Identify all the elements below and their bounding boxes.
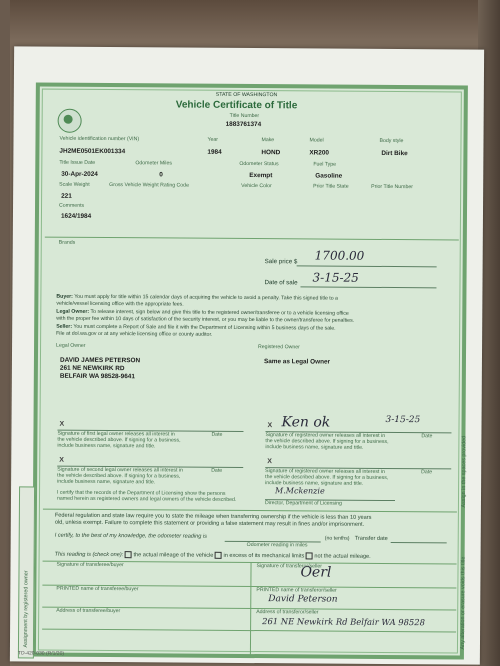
seller-signature-label: Signature of transferor/seller [256, 563, 323, 570]
seller-printed-label: PRINTED name of transferor/seller [256, 587, 337, 594]
issue-date-value: 30-Apr-2024 [61, 170, 98, 178]
form-code: TD-420-030 (R/1/20) [17, 650, 65, 657]
registered-owner-value: Same as Legal Owner [263, 358, 331, 366]
registered-owner-sign-date: 3-15-25 [385, 414, 421, 426]
make-value: HOND [261, 149, 281, 157]
vin-label: Vehicle identification number (VIN) [59, 135, 140, 143]
seller-address-label: Address of transferor/seller [256, 609, 319, 616]
first-legal-caption [57, 432, 180, 451]
certificate-frame [22, 83, 468, 660]
second-reg-caption-2: the vehicle described above. If signing for a business, [265, 474, 389, 481]
issue-date-label: Title Issue Date [59, 159, 96, 166]
registered-owner-signature: Ken ok [281, 414, 331, 431]
legal-owner-notice [56, 309, 354, 324]
buyer-address-label: Address of transferee/buyer [56, 607, 121, 615]
odometer-miles-label: Odometer Miles [135, 160, 172, 167]
background-top [0, 0, 500, 40]
first-reg-caption [265, 433, 388, 452]
federal-notice-1: Federal regulation and state law require you to state the mileage when transferring ownership if the vehicle is less than 10 years [54, 512, 372, 521]
second-reg-caption [265, 469, 388, 488]
first-reg-caption-3: include business name, signature and title. [265, 444, 364, 451]
first-legal-sign-x: X [59, 420, 65, 428]
fuel-type-label: Fuel Type [313, 161, 337, 168]
transfer-date-line [391, 542, 447, 543]
legal-owner-notice-heading: Legal Owner: [56, 308, 90, 315]
seller-signature-handwritten: Oerl [300, 564, 332, 581]
scale-weight-label: Scale Weight [59, 181, 90, 188]
first-legal-date-label: Date [211, 431, 223, 438]
vin-value: JH2ME0501EK001334 [59, 147, 126, 156]
right-margin-warning: Any alteration or erasure voids this title [459, 556, 467, 650]
second-legal-caption-3: include business name, signature and title. [57, 478, 156, 486]
divider [45, 237, 459, 241]
assignment-sidebar [18, 486, 35, 658]
sale-date-label: Date of sale [264, 279, 298, 287]
odometer-certify: I certify, to the best of my knowledge, the odometer reading is [54, 532, 208, 540]
title-number: 1883761374 [225, 120, 262, 129]
first-legal-caption-2: the vehicle described above. If signing for a business, [57, 436, 181, 444]
legal-owner-name: DAVID JAMES PETERSON [59, 356, 141, 365]
odometer-table-mid [250, 562, 252, 658]
sale-price-line [297, 265, 437, 267]
second-legal-date-label: Date [211, 467, 223, 474]
body-style-value: Dirt Bike [381, 149, 408, 158]
second-legal-caption-1: Signature of second legal owner releases all interest in [57, 466, 183, 474]
prior-title-state-label: Prior Title State [313, 183, 349, 190]
prior-title-number-label: Prior Title Number [371, 183, 414, 191]
second-legal-sign-x: X [59, 456, 64, 464]
body-style-label: Body style [379, 137, 404, 145]
page-title: Vehicle Certificate of Title [175, 99, 298, 112]
background-left [0, 0, 10, 666]
brands-label: Brands [58, 239, 76, 246]
registered-owner-label: Registered Owner [258, 344, 300, 351]
year-label: Year [207, 136, 219, 143]
second-legal-caption-2: the vehicle described above. If signing for a business, [57, 472, 181, 480]
reading-is-label: This reading is (check one): [54, 551, 124, 559]
state-name: STATE OF WASHINGTON [215, 91, 278, 99]
buyer-notice-text-1: You must apply for title within 15 calendar days of acquiring the vehicle to avoid a penalty. Take this signed title to a [74, 293, 338, 302]
dol-certify-text-1: I certify that the records of the Department of Licensing show the persons [57, 489, 226, 497]
first-legal-caption-3: include business name, signature and title. [57, 442, 156, 450]
gvwr-label: Gross Vehicle Weight Rating Code [109, 182, 189, 189]
comments-value: 1624/1984 [60, 212, 92, 220]
first-reg-caption-2: the vehicle described above. If signing for a business, [265, 438, 389, 445]
seller-notice-heading: Seller: [56, 323, 73, 330]
buyer-signature-label: Signature of transferee/buyer [56, 561, 124, 569]
first-legal-caption-1: Signature of first legal owner releases all interest in [57, 430, 175, 438]
second-reg-caption-3: include business name, signature and title. [265, 480, 364, 487]
not-actual-checkbox[interactable] [306, 552, 313, 559]
model-label: Model [309, 137, 324, 144]
odometer-no-tenths: (no tenths) [324, 535, 350, 542]
second-reg-sign-x: X [267, 458, 272, 466]
dol-certify-text-2: named herein as registered owners and legal owners of the vehicle described. [56, 495, 237, 503]
legal-owner-address-1: 261 NE NEWKIRK RD [59, 364, 125, 373]
right-margin-assign: Assign in the spaces provided [460, 435, 468, 508]
federal-notice-2: old, unless exempt. Failure to complete this statement or providing a false statement may result in fines and/or imprisonment. [54, 519, 365, 528]
make-label: Make [261, 137, 275, 144]
transfer-date-label: Transfer date [354, 535, 388, 542]
sale-date-handwritten: 3-15-25 [312, 270, 359, 285]
seller-notice-text-1: You must complete a Report of Sale and file it with the Department of Licensing within 5 business days of the sale. [73, 323, 336, 332]
director-signature: M.Mckenzie [275, 486, 325, 496]
odometer-status-value: Exempt [249, 172, 273, 180]
buyer-notice [56, 294, 338, 309]
legal-owner-notice-text-1: To release interest, sign below and give this title to the registered owner/transferee or to a vehicle licensing office [90, 308, 349, 317]
odometer-miles-value: 0 [159, 171, 163, 179]
director-label: Director, Department of Licensing [264, 500, 342, 507]
year-value: 1984 [207, 148, 222, 156]
seller-notice [56, 324, 336, 339]
excess-limits-label: in excess of its mechanical limits [223, 552, 305, 560]
seller-notice-text-2: File at dol.wa.gov or at any vehicle licensing office or county auditor. [56, 330, 213, 338]
odometer-reading-caption: Odometer reading in miles [246, 542, 308, 549]
sidebar-label: Assignment by registered owner [22, 570, 30, 648]
buyer-notice-heading: Buyer: [56, 293, 73, 300]
actual-mileage-checkbox[interactable] [125, 551, 132, 558]
model-value: XR200 [309, 149, 329, 157]
reading-check-row [55, 551, 371, 561]
seller-printed-name-handwritten: David Peterson [268, 594, 338, 605]
odometer-divider [43, 509, 457, 513]
dol-certify-text [57, 491, 236, 504]
federal-notice [55, 513, 372, 529]
second-legal-caption [57, 468, 183, 487]
legal-owner-address-2: BELFAIR WA 98528-9641 [59, 372, 135, 381]
title-number-label: Title Number [229, 112, 260, 120]
second-reg-date-label: Date [421, 469, 433, 476]
scale-weight-value: 221 [61, 192, 72, 200]
odometer-status-label: Odometer Status [239, 160, 279, 168]
legal-owner-label: Legal Owner [56, 342, 86, 349]
state-seal-icon [58, 109, 82, 133]
buyer-notice-text-2: vehicle/vessel licensing office with the appropriate fees. [56, 300, 184, 308]
second-reg-caption-1: Signature of registered owner releases all interest in [265, 468, 385, 475]
title-document-sheet [10, 46, 484, 664]
sale-price-handwritten: 1700.00 [314, 248, 365, 263]
sale-date-line [300, 286, 436, 288]
sale-price-label: Sale price $ [264, 258, 298, 266]
fuel-type-value: Gasoline [315, 172, 343, 180]
first-reg-sign-x: X [267, 422, 273, 430]
vehicle-color-label: Vehicle Color [241, 182, 272, 190]
buyer-printed-label: PRINTED name of transferee/buyer [56, 585, 139, 593]
comments-label: Comments [59, 202, 85, 209]
actual-mileage-label: the actual mileage of the vehicle [133, 552, 214, 559]
legal-owner-notice-text-2: with the proper fee within 10 days of satisfaction of the security interest, or you may be liable to the owner/transferee for penalties. [56, 315, 355, 324]
first-reg-caption-1: Signature of registered owner releases all interest in [265, 432, 386, 439]
first-reg-date-label: Date [421, 433, 433, 440]
excess-limits-checkbox[interactable] [215, 552, 222, 559]
not-actual-label: not the actual mileage. [314, 553, 371, 560]
seller-address-handwritten: 261 NE Newkirk Rd Belfair WA 98528 [262, 616, 425, 628]
